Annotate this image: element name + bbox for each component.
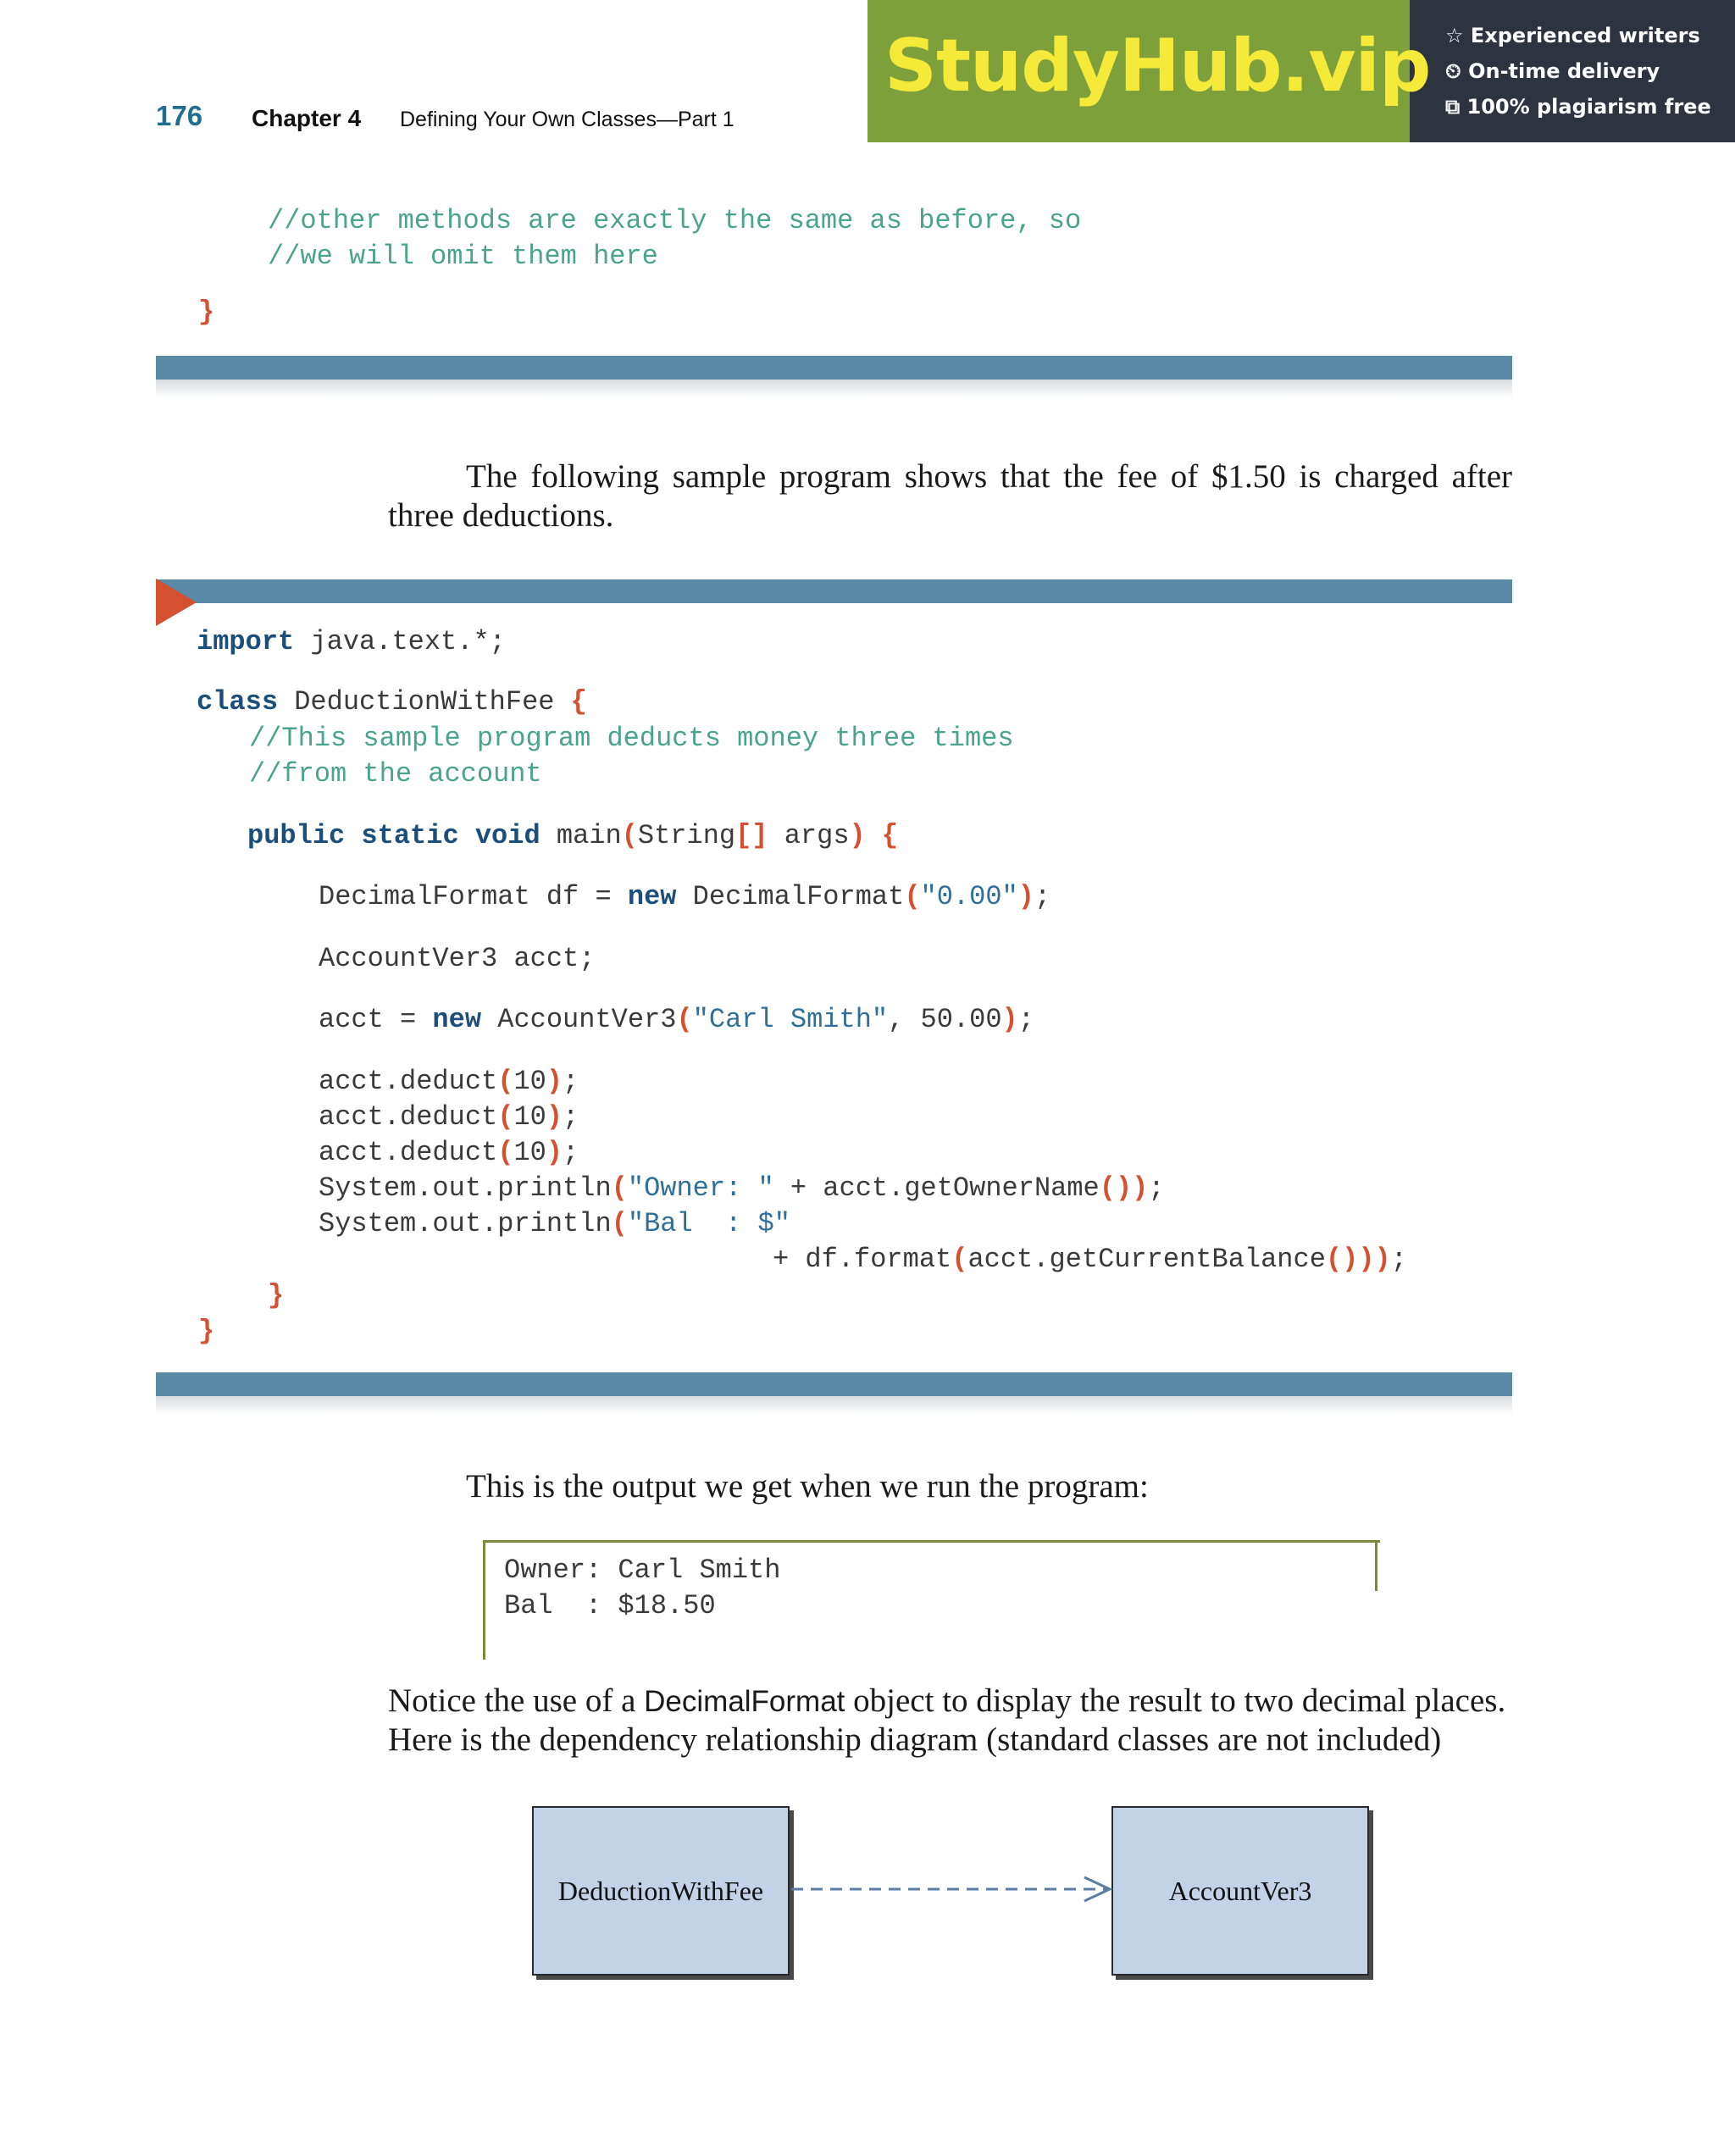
acct-declaration: AccountVer3 acct; — [319, 943, 596, 974]
keyword: class — [197, 686, 279, 718]
code-text: ; — [563, 1101, 579, 1133]
text: Notice the use of a — [388, 1682, 645, 1719]
code-text: acct.deduct — [319, 1101, 498, 1133]
code-text: acct.getCurrentBalance — [967, 1244, 1326, 1275]
code-text: System.out.println — [319, 1172, 612, 1204]
code-fragment — [268, 203, 1081, 274]
acct-assignment: acct = new AccountVer3("Carl Smith", 50.00); — [319, 1004, 1034, 1035]
code-text: 10 — [513, 1137, 546, 1168]
program-header-bar — [156, 579, 1512, 603]
watermark-banner — [868, 0, 1735, 142]
output-line: Owner: Carl Smith — [504, 1555, 781, 1586]
code-text: + df.format — [773, 1244, 952, 1275]
code-comment: //other methods are exactly the same as before, so — [268, 205, 1082, 236]
paragraph-line: three deductions. — [388, 497, 614, 534]
code-comment: //from the account — [249, 758, 542, 790]
chapter-label: Chapter 4 — [252, 105, 362, 131]
keyword: new — [432, 1004, 482, 1035]
println-balance: System.out.println("Bal : $" — [319, 1208, 790, 1239]
string-literal: "Owner: " — [627, 1172, 774, 1204]
code-text: 10 — [513, 1066, 546, 1097]
output-box-border — [1375, 1540, 1377, 1591]
code-text: args — [768, 820, 850, 851]
class-name: DeductionWithFee — [278, 686, 571, 718]
df-declaration: DecimalFormat df = new DecimalFormat("0.00"); — [319, 881, 1051, 912]
output-line: Bal : $18.50 — [504, 1590, 716, 1621]
println-balance-continuation: + df.format(acct.getCurrentBalance())); — [773, 1244, 1407, 1275]
class-box-deduction-with-fee: DeductionWithFee — [532, 1806, 790, 1976]
program-listing — [197, 624, 506, 660]
code-text: 10 — [513, 1101, 546, 1133]
code-close-brace: } — [198, 297, 215, 328]
watermark-brand: StudyHub.vip — [884, 24, 1431, 108]
code-section-bar — [156, 356, 1512, 380]
code-text: DecimalFormat — [676, 881, 905, 912]
paragraph-line: Here is the dependency relationship diagram (standard classes are not included) — [388, 1721, 1442, 1758]
code-text: acct = — [319, 1004, 433, 1035]
brace: { — [881, 820, 899, 851]
string-literal: "0.00" — [920, 881, 1018, 912]
method-name: main — [540, 820, 622, 851]
code-text: ; — [1390, 1244, 1407, 1275]
code-comment: //This sample program deducts money three times — [249, 723, 1014, 754]
string-literal: "Carl Smith" — [692, 1004, 889, 1035]
code-comment: //we will omit them here — [268, 241, 658, 272]
chapter-title: Defining Your Own Classes—Part 1 — [400, 108, 734, 131]
text: object to display the result to two decimal places. — [845, 1682, 1506, 1719]
class-declaration — [197, 684, 587, 720]
deduct-call: acct.deduct(10); — [319, 1066, 579, 1097]
code-text: java.text.*; — [294, 626, 506, 657]
code-text: , 50.00 — [888, 1004, 1002, 1035]
code-text: System.out.println — [319, 1208, 612, 1239]
code-text: ; — [563, 1066, 579, 1097]
listing-marker-icon — [156, 579, 197, 626]
code-text: + acct.getOwnerName — [773, 1172, 1100, 1204]
println-owner: System.out.println("Owner: " + acct.getOwnerName()); — [319, 1172, 1165, 1204]
keyword: import — [197, 626, 295, 657]
keyword: public — [247, 820, 346, 851]
code-text: acct.deduct — [319, 1066, 498, 1097]
code-text: ; — [1148, 1172, 1165, 1204]
deduct-call: acct.deduct(10); — [319, 1137, 579, 1168]
code-text: ; — [563, 1137, 579, 1168]
code-text: ; — [1017, 1004, 1034, 1035]
bar-shadow — [156, 380, 1512, 398]
inline-code: DecimalFormat — [644, 1685, 845, 1718]
main-close-brace: } — [268, 1280, 285, 1311]
brackets: [] — [735, 820, 768, 851]
program-footer-bar — [156, 1372, 1512, 1396]
code-text: acct.deduct — [319, 1137, 498, 1168]
code-text: DecimalFormat df = — [319, 881, 628, 912]
class-close-brace: } — [198, 1316, 215, 1347]
keyword: new — [627, 881, 677, 912]
perk-plagiarism-free: ⧉ 100% plagiarism free — [1445, 95, 1711, 119]
perk-on-time-delivery: ⏲ On-time delivery — [1445, 59, 1660, 83]
paragraph-line: The following sample program shows that the fee of $1.50 is charged after — [466, 458, 1512, 495]
class-box-account-ver3: AccountVer3 — [1111, 1806, 1369, 1976]
brace: { — [570, 686, 587, 718]
paragraph-line — [388, 1682, 1505, 1721]
deduct-call: acct.deduct(10); — [319, 1101, 579, 1133]
dependency-arrow — [788, 1872, 1113, 1906]
keyword: static — [361, 820, 459, 851]
keyword: void — [474, 820, 540, 851]
main-declaration: public static void main(String[] args) { — [247, 820, 899, 851]
paragraph-line: This is the output we get when we run the program: — [466, 1468, 1149, 1505]
code-text: ; — [1034, 881, 1051, 912]
bar-shadow — [156, 1396, 1512, 1415]
page-number: 176 — [156, 100, 203, 131]
code-text: String — [637, 820, 736, 851]
code-text: AccountVer3 — [481, 1004, 677, 1035]
string-literal: "Bal : $" — [627, 1208, 790, 1239]
output-text — [504, 1553, 780, 1624]
perk-experienced-writers: ☆ Experienced writers — [1445, 24, 1700, 47]
